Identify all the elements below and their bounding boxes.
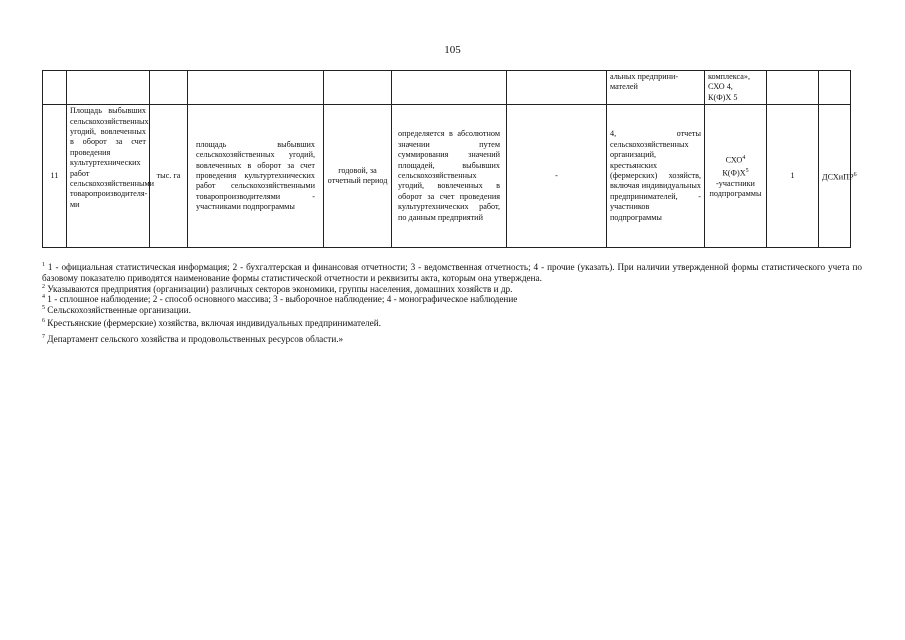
cell	[819, 71, 851, 105]
cell	[67, 71, 150, 105]
cell	[507, 71, 607, 105]
table-row-11	[43, 105, 851, 248]
responsible	[819, 105, 857, 248]
responsible-name: ДСХиПР	[822, 172, 854, 182]
footnote: $^5$ Сельскохозяйственные организации.	[42, 305, 191, 316]
base-indicators: -	[507, 105, 607, 248]
indicator-name: Площадь выбывших сельскохозяйственных угодий, вовлеченных в оборот за счет проведения культуртехнических работ сельскохозяйственными товаропроизводителя-ми	[67, 105, 150, 248]
footnote-ref: 4	[742, 154, 746, 161]
cell	[324, 71, 392, 105]
footnotes	[42, 262, 862, 345]
cell	[150, 71, 188, 105]
observation-unit-c: -участники подпрограммы	[709, 178, 762, 199]
unit: тыс. га	[150, 105, 188, 248]
footnote: $^2$ Указываются предприятия (организации) различных секторов экономики, группы населения, домашних хозяйств и др.	[42, 283, 513, 294]
definition: площадь выбывших сельскохозяйственных угодий, вовлеченных в оборот за счет проведения культуртехнических работ сельскохозяйственными товаропроизводителями - участниками подпрограммы	[188, 105, 324, 248]
coverage: 1	[767, 105, 819, 248]
cell	[392, 71, 507, 105]
data-source: 4, отчеты сельскохозяйственных организаций, крестьянских (фермерских) хозяйств, включая индивидуальных предпринимателей, - участников подпрограммы	[607, 105, 705, 248]
footnote: $^6$ Крестьянские (фермерские) хозяйства, включая индивидуальных предпринимателей.	[42, 317, 381, 328]
footnote-ref: 5	[745, 167, 749, 174]
cell-observation-continued: комплекса», СХО 4, К(Ф)Х 5	[705, 71, 767, 105]
footnote: $^1$ 1 - официальная статистическая информация; 2 - бухгалтерская и финансовая отчетности; 3 - ведомственная отчетность; 4 - прочие (указать). При наличии утвержденной формы статистического учета по базовому показателю приводятся наименование формы статистической отчетности и реквизиты акта, которым она утверждена.	[42, 262, 862, 283]
cell	[188, 71, 324, 105]
cell	[43, 71, 67, 105]
observation-unit-b: К(Ф)Х	[722, 168, 746, 178]
footnote-ref: 6	[853, 171, 857, 178]
table-row-continuation	[43, 71, 851, 105]
footnote: $^7$ Департамент сельского хозяйства и продовольственных ресурсов области.»	[42, 333, 344, 344]
periodicity: годовой, за отчетный период	[324, 105, 392, 248]
footnote: $^4$ 1 - сплошное наблюдение; 2 - способ основного массива; 3 - выборочное наблюдение; 4 - монографическое наблюдение	[42, 294, 518, 305]
page-number: 105	[444, 44, 461, 56]
row-number: 11	[43, 105, 67, 248]
cell-source-continued: альных предприни- мателей	[607, 71, 705, 105]
indicator-table	[42, 70, 857, 248]
calculation-method: определяется в абсолютном значении путем суммирования значений площадей, выбывших сельскохозяйственных угодий, вовлеченных в оборот за счет проведения культуртехнических работ, по данным предприятий	[392, 105, 507, 248]
cell	[767, 71, 819, 105]
observation-unit	[705, 105, 767, 248]
observation-unit-a: СХО	[725, 155, 743, 165]
